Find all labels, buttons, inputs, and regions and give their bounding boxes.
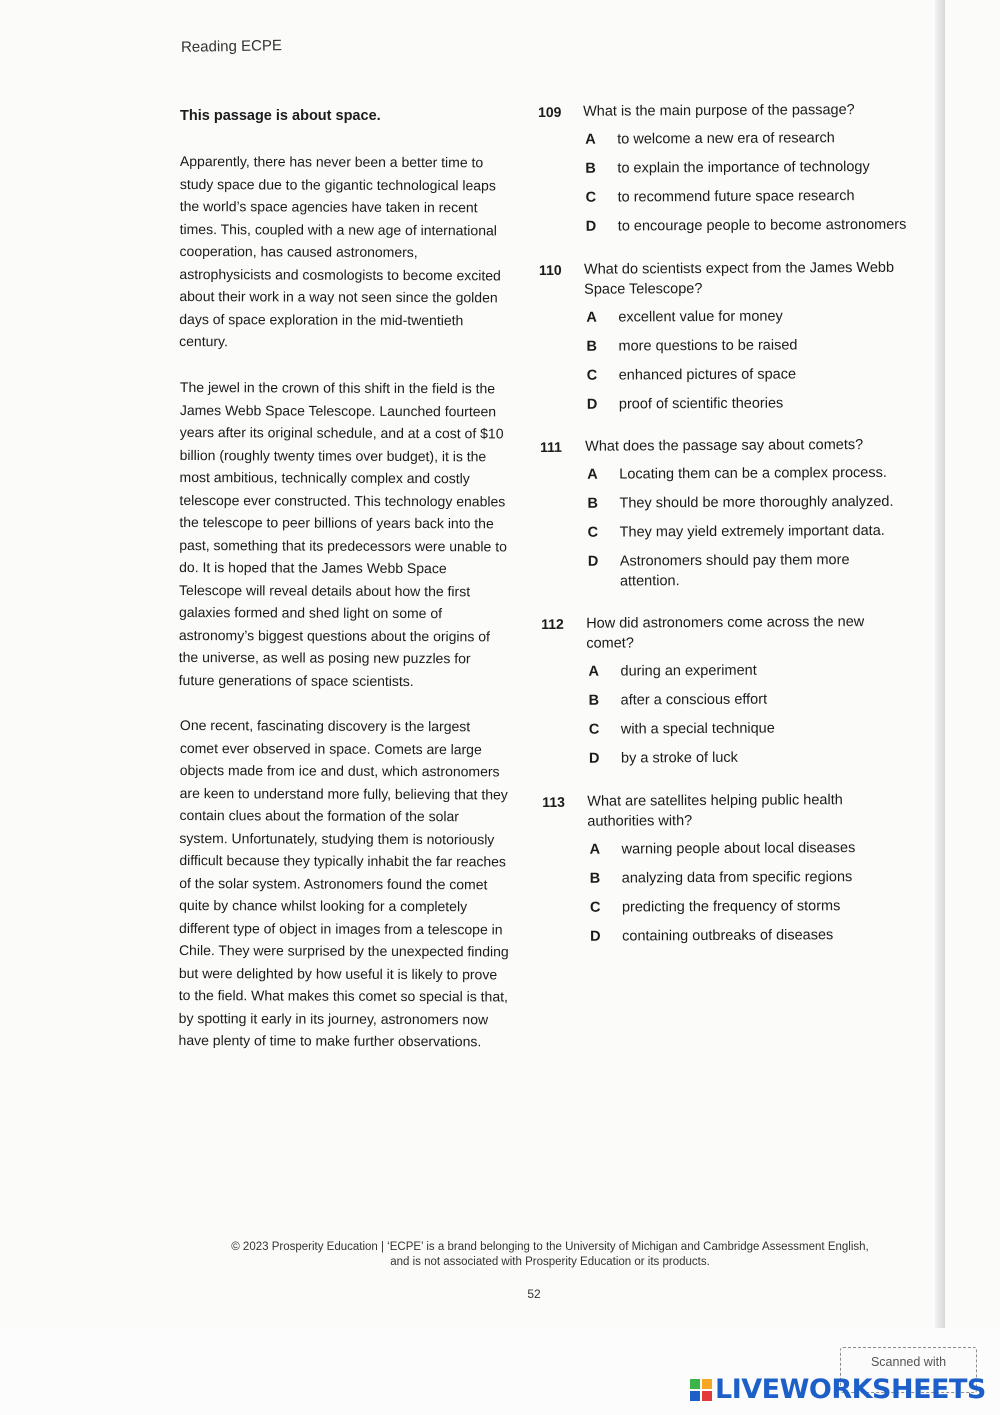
question-number: 113 [542, 793, 565, 810]
page-number: 52 [527, 1287, 541, 1301]
question-text: What does the passage say about comets? [585, 437, 864, 455]
option-110-a[interactable] [539, 306, 909, 328]
option-111-b[interactable] [540, 493, 910, 515]
option-109-d[interactable] [539, 216, 909, 238]
option-letter: B [586, 338, 598, 355]
question-number: 109 [538, 103, 562, 120]
option-text: during an experiment [620, 662, 757, 680]
option-letter: C [588, 721, 600, 738]
question-113 [542, 789, 913, 947]
option-113-c[interactable] [543, 896, 913, 918]
option-text: Locating them can be a complex process. [619, 464, 887, 483]
option-letter: D [586, 396, 598, 413]
option-112-b[interactable] [542, 690, 912, 712]
option-111-a[interactable] [540, 464, 910, 486]
option-letter: A [588, 663, 600, 680]
option-text: enhanced pictures of space [618, 365, 797, 384]
question-number: 112 [541, 615, 564, 632]
option-110-c[interactable] [540, 364, 910, 386]
option-110-b[interactable] [539, 335, 909, 357]
question-111 [540, 435, 911, 592]
copyright-line-1: © 2023 Prosperity Education | ‘ECPE’ is a brand belonging to the University of Michigan and Cambridge Assessment English, [231, 1241, 869, 1253]
option-113-a[interactable] [543, 838, 913, 860]
option-letter: B [585, 160, 596, 177]
option-text: They may yield extremely important data. [619, 522, 885, 541]
option-109-b[interactable] [538, 158, 908, 180]
option-letter: D [590, 928, 601, 945]
reading-passage [180, 108, 510, 1074]
option-text: with a special technique [620, 720, 775, 738]
option-text: predicting the frequency of storms [621, 897, 841, 916]
option-text: by a stroke of luck [620, 749, 738, 767]
option-letter: C [587, 524, 599, 541]
option-112-c[interactable] [542, 719, 912, 741]
passage-paragraph-3: One recent, fascinating discovery is the largest comet ever observed in space. Comets are large objects made from ice and dust, which astronomers are keen to understand more fully, believing that they contain clues about the formation of the solar system. Unfortunately, studying them is notoriously difficult because they typically inhabit the far reaches of the solar system. Astronomers found the comet quite by chance whilst looking for a completely different type of object in images from a telescope in Chile. They were surprised by the unexpected finding but were delighted by how useful it is likely to prove to the field. What makes this comet so special is that, by spotting it early in its journey, astronomers now have plenty of time to make further observations. [178, 716, 509, 1049]
running-head: Reading ECPE [180, 37, 283, 56]
passage-title: This passage is about space. [180, 108, 381, 124]
option-112-a[interactable] [541, 661, 911, 683]
page-edge-shadow [935, 0, 945, 1330]
option-text: to recommend future space research [617, 188, 855, 206]
scan-stamp-text: Scanned with [870, 1355, 947, 1369]
question-number: 111 [540, 438, 562, 455]
copyright-line-2: and is not associated with Prosperity Education or its products. [390, 1256, 710, 1268]
question-text: How did astronomers come across the new comet? [586, 614, 865, 652]
liveworksheets-logo-icon [690, 1379, 712, 1401]
option-letter: C [586, 367, 598, 384]
question-text: What do scientists expect from the James Webb Space Telescope? [583, 259, 895, 298]
option-text: Astronomers should pay them more attention. [619, 552, 850, 590]
option-109-a[interactable] [538, 129, 908, 151]
option-text: excellent value for money [618, 308, 783, 326]
option-109-c[interactable] [539, 187, 909, 209]
copyright-footer [190, 1240, 910, 1270]
passage-paragraph-2: The jewel in the crown of this shift in the field is the James Webb Space Telescope. Launched fourteen years after its original schedule, and at a cost of $10 billion (roughly twenty times over budget), it is the most ambitious, technically complex and costly telescope ever constructed. This technology enables the telescope to peer billions of years back into the past, something that its predecessors were unable to do. It is hoped that the James Webb Space Telescope will reveal details about how the first galaxies formed and shed light on some of astronomy’s biggest questions about the origins of the universe, as well as posing new puzzles for future generations of space scientists. [178, 378, 507, 689]
question-text: What is the main purpose of the passage? [583, 102, 855, 120]
option-text: more questions to be raised [618, 336, 798, 355]
question-112 [541, 612, 912, 770]
liveworksheets-logo-text: LIVEWORKSHEETS [715, 1374, 986, 1405]
option-113-b[interactable] [543, 867, 913, 889]
option-letter: A [587, 466, 598, 483]
option-text: to explain the importance of technology [617, 158, 870, 177]
option-letter: A [585, 131, 596, 148]
option-text: proof of scientific theories [618, 395, 784, 413]
option-letter: B [589, 870, 601, 887]
option-letter: C [585, 189, 597, 206]
option-letter: B [587, 495, 598, 512]
option-text: containing outbreaks of diseases [622, 926, 834, 945]
option-text: analyzing data from specific regions [621, 868, 853, 887]
question-110 [539, 257, 910, 415]
option-113-d[interactable] [543, 925, 913, 947]
option-110-d[interactable] [540, 393, 910, 415]
option-112-d[interactable] [542, 748, 912, 770]
option-text: after a conscious effort [620, 691, 768, 709]
option-letter: C [589, 899, 601, 916]
option-letter: B [588, 692, 600, 709]
question-number: 110 [538, 261, 562, 278]
option-letter: A [586, 309, 597, 326]
option-text: to encourage people to become astronomers [617, 216, 907, 235]
question-list [538, 100, 913, 969]
option-letter: D [588, 750, 600, 767]
option-letter: A [589, 841, 601, 858]
option-text: warning people about local diseases [621, 839, 856, 858]
question-text: What are satellites helping public health authorities with? [587, 791, 843, 830]
option-111-c[interactable] [541, 522, 911, 544]
question-109 [538, 100, 909, 238]
option-111-d[interactable] [541, 551, 911, 592]
liveworksheets-watermark[interactable] [690, 1374, 986, 1405]
option-letter: D [587, 553, 599, 570]
option-letter: D [585, 218, 597, 235]
option-text: They should be more thoroughly analyzed. [619, 493, 894, 512]
passage-paragraph-1: Apparently, there has never been a better time to study space due to the gigantic technological leaps the world’s space agencies have taken in recent times. This, coupled with a new age of international cooperation, has caused astronomers, astrophysicists and cosmologists to become excited about their work in a way not seen since the golden days of space exploration in the mid-twentieth century. [179, 152, 501, 350]
option-text: to welcome a new era of research [617, 130, 835, 148]
